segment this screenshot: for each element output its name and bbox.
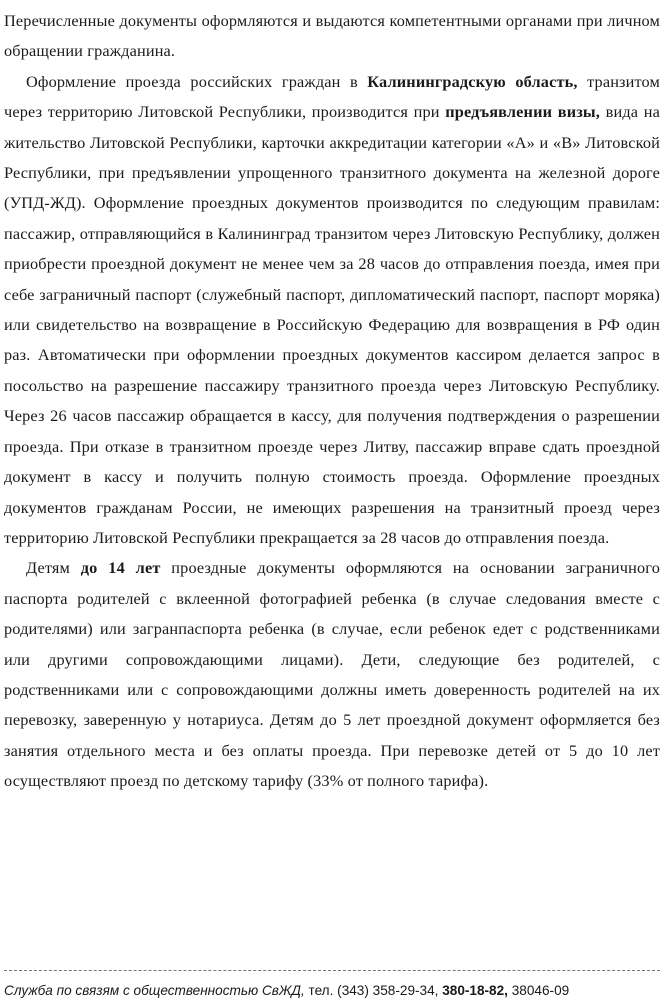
emphasis-age-limit: до 14 лет — [80, 558, 161, 578]
emphasis-visa: предъявлении визы, — [445, 102, 601, 122]
paragraph-documents-issued: Перечисленные документы оформляются и выдаются компетентными органами при личном обращении гражданина. — [4, 11, 660, 61]
footer-phone-bold: 380-18-82, — [442, 983, 508, 998]
paragraph-children — [4, 553, 660, 796]
paragraph-text: вида на жительство Литовской Республики, карточки аккредитации категории «А» и «В» Литовской Республики, при предъявлении упрощенного транзитного документа на железной дороге (УПД-ЖД). Оформление проездных документов производится по следующим правилам: пассажир, отправляющийся в Калининград транзитом через Литовскую Республику, должен приобрести проездной документ не менее чем за 28 часов до отправления поезда, имея при себе заграничный паспорт (служебный паспорт, дипломатический паспорт, паспорт моряка) или свидетельство на возвращение в Российскую Федерацию для возвращения в РФ один раз. Автоматически при оформлении проездных документов кассиром делается запрос в посольство на разрешение пассажиру транзитного проезда через Литовскую Республику. Через 26 часов пассажир обращается в кассу, для получения подтверждения о разрешении проезда. При отказе в транзитном проезде через Литву, пассажир вправе сдать проездной документ в кассу и получить полную стоимость проезда. Оформление проездных документов гражданам России, не имеющих разрешения на транзитный проезд через территорию Литовской Республики прекращается за 28 часов до отправления поезда. — [4, 102, 660, 547]
paragraph-text: Оформление проезда российских граждан в — [26, 71, 368, 91]
footer-phone-rest: 38046-09 — [507, 983, 570, 998]
emphasis-kaliningrad: Калининградскую область, — [367, 71, 578, 91]
paragraph-text: проездные документы оформляются на основании заграничного паспорта родителей с вклеенной фотографией ребенка (в случае следования вместе с родителями) или загранпаспорта ребенка (в случае, если ребенок едет с родственниками или другими сопровождающими лицами). Дети, следующие без родителей, с родственниками или с сопровождающими должны иметь доверенность родителей на их перевозку, заверенную у нотариуса. Детям до 5 лет проездной документ оформляется без занятия отдельного места и без оплаты проезда. При перевозке детей от 5 до 10 лет осуществляют проезд по детскому тарифу (33% от полного тарифа). — [4, 558, 660, 791]
footer-phone-label: тел. (343) 358-29-34, — [304, 983, 443, 998]
footer-contact — [4, 982, 660, 1000]
paragraph-text: транзитом через территорию Литовской Республики, производится при — [4, 71, 660, 122]
paragraph-kaliningrad-transit — [4, 67, 660, 554]
footer-divider — [4, 970, 660, 971]
footer-service-name: Служба по связям с общественностью СвЖД, — [4, 983, 305, 998]
paragraph-text: Детям — [26, 558, 81, 578]
document-body — [4, 6, 660, 797]
